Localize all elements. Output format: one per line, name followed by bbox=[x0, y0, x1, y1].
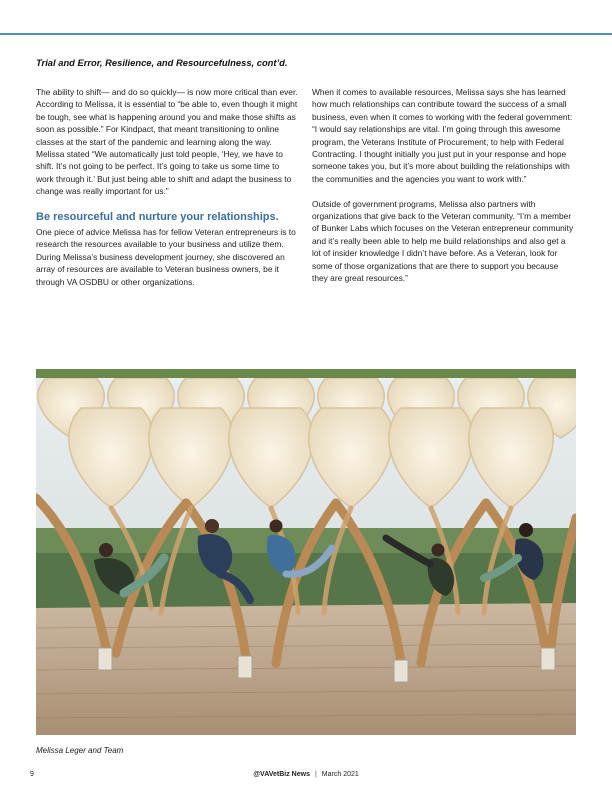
photo-top-bar bbox=[36, 369, 576, 378]
footer-separator: | bbox=[314, 771, 317, 778]
left-paragraph-1: The ability to shift— and do so quickly— is now more critical than ever. According to Melissa, it is essential to “be able to, even though it might be tough, see what is happening around you and make those shifts as soon as possible.” For Kindpact, that meant transitioning to online classes at the start of the pandemic and learning along the way. Melissa stated “We automatically just told people, ‘Hey, we have to shift. It’s not going to be perfect. It’s going to take us some time to work through it.’ But just being able to shift and adapt the business to change was really important for us.” bbox=[36, 87, 298, 197]
subheading-resourceful: Be resourceful and nurture your relationships. bbox=[36, 211, 279, 224]
team-photo bbox=[36, 378, 576, 735]
right-paragraph-1: When it comes to available resources, Melissa says she has learned how much relationships can contribute toward the success of a small business, even when it comes to working with the federal government: “I would say relationships are vital. I’m going through this awesome program, the Veterans Institute of Procurement, to help with Federal Contracting. I thought initially you just put in your response and hope someone takes you, but it’s more about building the relationships with the communities and the agencies you want to work with.” bbox=[312, 87, 573, 184]
section-title: Trial and Error, Resilience, and Resourcefulness, cont’d. bbox=[36, 57, 288, 68]
issue-date: March 2021 bbox=[321, 771, 359, 778]
page-number: 9 bbox=[30, 771, 34, 778]
header-rule bbox=[0, 33, 612, 35]
right-column bbox=[312, 86, 574, 297]
footer-publication bbox=[0, 771, 612, 778]
publication-name: @VAVetBiz News bbox=[253, 771, 310, 778]
right-paragraph-2: Outside of government programs, Melissa also partners with organizations that give back to the Veteran community. “I’m a member of Bunker Labs which focuses on the Veteran entrepreneur community and it’s really been able to help me build relationships and also get a lot of insider knowledge I didn’t have before. As a Veteran, look for some of those organizations that are there to support you because they are great resources.” bbox=[312, 198, 574, 284]
left-paragraph-2: One piece of advice Melissa has for fellow Veteran entrepreneurs is to research the resources available to your business and utilize them. During Melissa’s business development journey, she discovered an array of resources are available to Veteran business owners, be it through VA OSDBU or other organizations. bbox=[36, 227, 296, 287]
left-column bbox=[36, 86, 298, 300]
photo-caption: Melissa Leger and Team bbox=[36, 746, 124, 755]
